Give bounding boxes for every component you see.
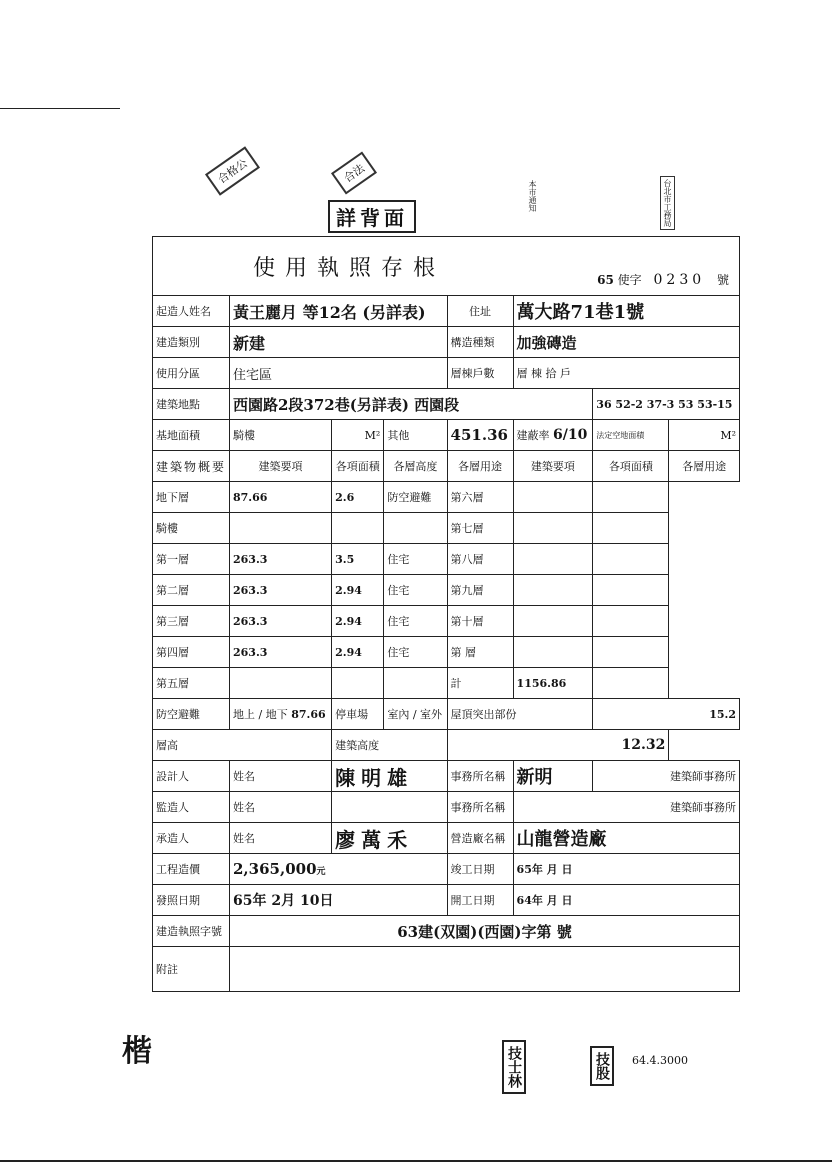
complete-value: 65年 月 日	[513, 854, 739, 885]
designer-label: 設計人	[153, 761, 230, 792]
stamp-left-2: 合法	[331, 151, 377, 194]
floor-use-right	[593, 575, 669, 606]
floor-use	[384, 668, 447, 699]
col-area: 各項面積	[332, 451, 384, 482]
floor-name-right: 第六層	[447, 482, 513, 513]
designer-office: 新明	[513, 761, 593, 792]
floor-area-right	[513, 606, 593, 637]
approve-stamp: 技股	[590, 1046, 614, 1086]
supervisor-office-suffix: 建築師事務所	[513, 792, 739, 823]
permit-label: 建造執照字號	[153, 916, 230, 947]
floor-area: 263.3	[230, 637, 332, 668]
floor-use-right	[593, 637, 669, 668]
floor-name: 第四層	[153, 637, 230, 668]
scan-edge-line	[0, 108, 120, 109]
building-height-label: 建築高度	[332, 730, 447, 761]
floor-use: 住宅	[384, 606, 447, 637]
margin-signature: 楷	[122, 1034, 152, 1069]
zoning-value: 住宅區	[230, 358, 448, 389]
arcade-unit: M²	[332, 420, 384, 451]
supervisor-label: 監造人	[153, 792, 230, 823]
complete-label: 竣工日期	[447, 854, 513, 885]
floor-height: 2.6	[332, 482, 384, 513]
designer-name: 陳明雄	[332, 761, 447, 792]
floor-height: 2.94	[332, 606, 384, 637]
floor-name-right: 計	[447, 668, 513, 699]
floor-name: 第五層	[153, 668, 230, 699]
structure-value: 加強磚造	[513, 327, 739, 358]
floor-name: 騎樓	[153, 513, 230, 544]
floor-row	[153, 668, 740, 699]
floor-area: 263.3	[230, 606, 332, 637]
col-items-right: 建築要項	[513, 451, 593, 482]
site-label: 建築地點	[153, 389, 230, 420]
right-note-a: 本市通知	[528, 180, 537, 212]
floor-height: 3.5	[332, 544, 384, 575]
floor-name-right: 第七層	[447, 513, 513, 544]
office-label: 事務所名稱	[447, 761, 513, 792]
floor-area-right	[513, 575, 593, 606]
floor-area: 87.66	[230, 482, 332, 513]
land-area-value: 451.36	[447, 420, 513, 451]
site-value: 西園路2段372巷(另詳表) 西園段	[230, 389, 593, 420]
zoning-label: 使用分區	[153, 358, 230, 389]
start-label: 開工日期	[447, 885, 513, 916]
start-value: 64年 月 日	[513, 885, 739, 916]
page-title: 使用執照存根	[253, 256, 446, 281]
floor-use-right	[593, 482, 669, 513]
floors-label: 層棟戶數	[447, 358, 513, 389]
legal-open-unit: M²	[669, 420, 740, 451]
stamp-left-1: 合格公	[205, 146, 260, 195]
other-label: 其他	[384, 420, 447, 451]
office-suffix: 建築師事務所	[593, 761, 740, 792]
floor-area-right: 1156.86	[513, 668, 593, 699]
floor-area-right	[513, 482, 593, 513]
floor-use-right	[593, 668, 669, 699]
floors-value: 層 棟 拾 戶	[513, 358, 739, 389]
firm-label: 營造廠名稱	[447, 823, 513, 854]
floor-height: 2.94	[332, 637, 384, 668]
license-number: 65 使字 0230 號	[597, 272, 729, 288]
floor-name-right: 第十層	[447, 606, 513, 637]
floor-name-right: 第八層	[447, 544, 513, 575]
cost-value: 2,365,000元	[230, 854, 448, 885]
supervisor-office-label: 事務所名稱	[447, 792, 513, 823]
floor-row	[153, 637, 740, 668]
building-height-value: 12.32	[447, 730, 669, 761]
license-form	[152, 236, 740, 992]
floor-use-right	[593, 544, 669, 575]
floor-name-right: 第 層	[447, 637, 513, 668]
storey-height-label: 層高	[153, 730, 332, 761]
floor-use-right	[593, 513, 669, 544]
roof-label: 屋頂突出部份	[447, 699, 593, 730]
floor-name: 第一層	[153, 544, 230, 575]
floor-name: 地下層	[153, 482, 230, 513]
floor-area: 263.3	[230, 544, 332, 575]
designer-name-label: 姓名	[230, 761, 332, 792]
shelter-label: 防空避難	[153, 699, 230, 730]
building-section-label: 建築物概要	[153, 451, 230, 482]
building-type-value: 新建	[230, 327, 448, 358]
appendix-value	[230, 947, 740, 992]
roof-value: 15.2	[593, 699, 740, 730]
parking-label: 停車場	[332, 699, 384, 730]
floor-use: 住宅	[384, 544, 447, 575]
chief-stamp: 技士林	[502, 1040, 526, 1094]
land-area-label: 基地面積	[153, 420, 230, 451]
floor-row	[153, 482, 740, 513]
floor-area: 263.3	[230, 575, 332, 606]
floor-area-right	[513, 637, 593, 668]
contractor-label: 承造人	[153, 823, 230, 854]
col-area-right: 各項面積	[593, 451, 669, 482]
owner-label: 起造人姓名	[153, 296, 230, 327]
contractor-name: 廖萬禾	[332, 823, 447, 854]
site-lot: 36 52-2 37-3 53 53-15	[593, 389, 740, 420]
floor-rows	[153, 482, 740, 699]
coverage-value: 6/10	[553, 426, 588, 443]
floor-area-right	[513, 544, 593, 575]
col-height: 各層高度	[384, 451, 447, 482]
floor-area-right	[513, 513, 593, 544]
appendix-label: 附註	[153, 947, 230, 992]
owner-value: 黃王麗月 等12名 (另詳表)	[230, 296, 448, 327]
arcade-label: 騎樓	[230, 420, 332, 451]
floor-area	[230, 513, 332, 544]
coverage-label: 建蔽率 6/10	[513, 420, 593, 451]
floor-row	[153, 544, 740, 575]
title-row	[153, 237, 740, 296]
floor-row	[153, 575, 740, 606]
issue-value: 65年 2月 10日	[230, 885, 448, 916]
scan-edge-line	[0, 1160, 832, 1162]
col-use: 各層用途	[447, 451, 513, 482]
floor-use	[384, 513, 447, 544]
floor-height	[332, 668, 384, 699]
contractor-name-label: 姓名	[230, 823, 332, 854]
floor-row	[153, 513, 740, 544]
col-items: 建築要項	[230, 451, 332, 482]
floor-use: 住宅	[384, 637, 447, 668]
right-note-b: 台北市工務局	[660, 176, 675, 230]
address-label: 住址	[447, 296, 513, 327]
floor-height: 2.94	[332, 575, 384, 606]
legal-open-label: 法定空地面積	[593, 420, 669, 451]
building-type-label: 建造類別	[153, 327, 230, 358]
cost-label: 工程造價	[153, 854, 230, 885]
supervisor-name-label: 姓名	[230, 792, 332, 823]
col-use-right: 各層用途	[669, 451, 740, 482]
floor-use: 防空避難	[384, 482, 447, 513]
floor-height	[332, 513, 384, 544]
floor-name: 第三層	[153, 606, 230, 637]
shelter-values: 地上 / 地下 87.66	[230, 699, 332, 730]
permit-value: 63建(双園)(西園)字第 號	[230, 916, 740, 947]
floor-name-right: 第九層	[447, 575, 513, 606]
floor-use: 住宅	[384, 575, 447, 606]
print-code: 64.4.3000	[632, 1054, 688, 1067]
floor-name: 第二層	[153, 575, 230, 606]
floor-area	[230, 668, 332, 699]
floor-row	[153, 606, 740, 637]
contractor-firm: 山龍營造廠	[513, 823, 739, 854]
header-banner: 詳背面	[328, 200, 416, 233]
issue-label: 發照日期	[153, 885, 230, 916]
structure-label: 構造種類	[447, 327, 513, 358]
floor-use-right	[593, 606, 669, 637]
supervisor-name	[332, 792, 447, 823]
parking-values: 室內 / 室外	[384, 699, 447, 730]
address-value: 萬大路71巷1號	[513, 296, 739, 327]
